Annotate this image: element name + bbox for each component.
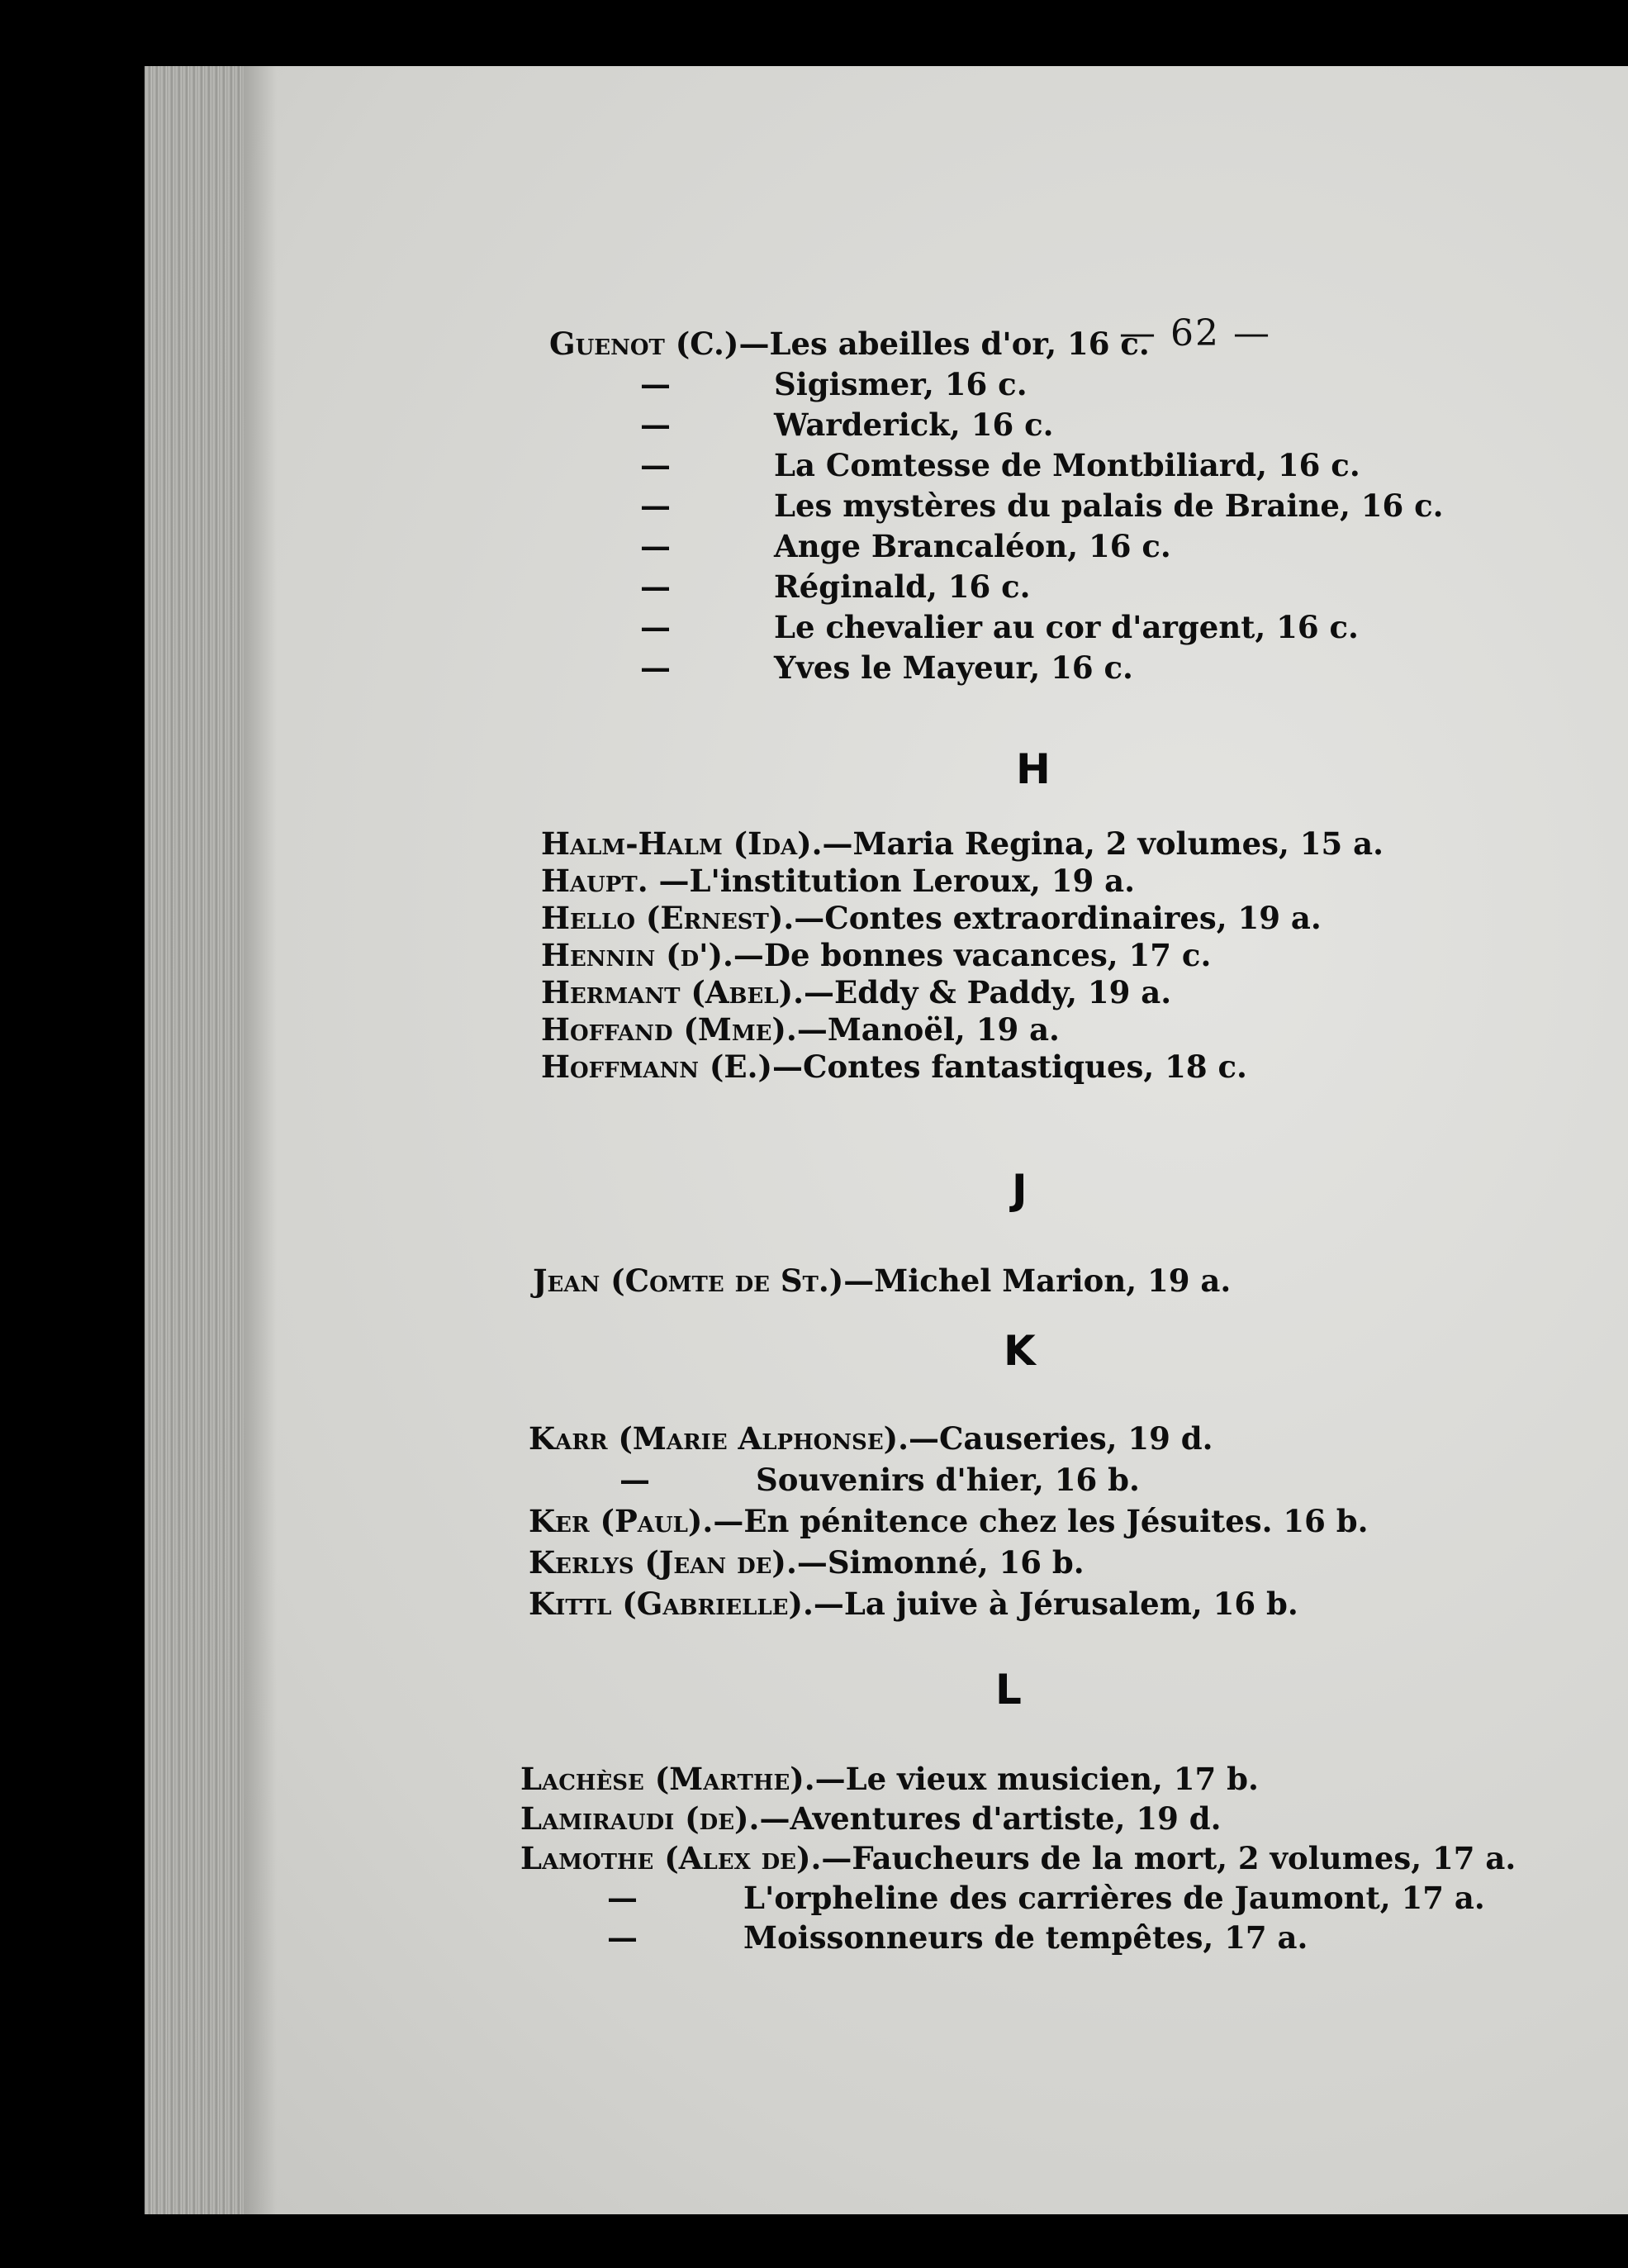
entry-title: —De bonnes vacances, 17 c. (733, 937, 1212, 973)
ditto-dash: — (640, 609, 671, 645)
catalog-entry (529, 1544, 1085, 1581)
catalog-entry (520, 1800, 1222, 1837)
entry-title: —L'institution Leroux, 19 a. (648, 863, 1136, 899)
entry-title: La Comtesse de Montbiliard, 16 c. (774, 447, 1360, 483)
entry-title: —Manoël, 19 a. (796, 1011, 1060, 1048)
page-number: — 62 — (1119, 312, 1271, 354)
ditto-dash: — (607, 1919, 638, 1956)
entry-title: —Faucheurs de la mort, 2 volumes, 17 a. (821, 1840, 1516, 1876)
entry-author: Lamothe (Alex de). (520, 1840, 822, 1876)
entry-title: —Le vieux musicien, 17 b. (814, 1761, 1259, 1797)
catalog-entry (520, 1840, 1516, 1876)
ditto-dash: — (640, 528, 671, 564)
entry-author: Guenot (C.) (549, 326, 739, 362)
entry-title: L'orpheline des carrières de Jaumont, 17 a. (743, 1880, 1485, 1916)
entry-title: Les abeilles d'or, 16 c. (769, 326, 1150, 362)
entry-author: Kerlys (Jean de). (529, 1544, 797, 1581)
catalog-entry (541, 974, 1172, 1010)
entry-title: Souvenirs d'hier, 16 b. (756, 1462, 1140, 1498)
section-letter: H (1016, 745, 1051, 793)
catalog-entry (541, 1011, 1060, 1048)
catalog-entry (541, 1048, 1247, 1085)
catalog-entry (541, 863, 1136, 899)
entry-author: Lamiraudi (de). (520, 1800, 760, 1837)
entry-title: —La juive à Jérusalem, 16 b. (813, 1586, 1298, 1622)
entry-separator: — (738, 326, 770, 362)
entry-author: Ker (Paul). (529, 1503, 714, 1539)
section-letter: J (1012, 1166, 1028, 1214)
page-spine (145, 66, 244, 2214)
ditto-dash: — (640, 568, 671, 605)
section-letter: L (995, 1666, 1022, 1714)
entry-title: Sigismer, 16 c. (774, 366, 1028, 402)
entry-author: Hello (Ernest). (541, 900, 795, 936)
catalog-entry (541, 937, 1212, 973)
entry-author: Halm-Halm (Ida). (541, 825, 823, 862)
entry-title: Warderick, 16 c. (774, 407, 1054, 443)
ditto-dash: — (640, 447, 671, 483)
entry-author: Haupt. (541, 863, 648, 899)
entry-author: Hoffmann (E.) (541, 1048, 772, 1085)
entry-title: Le chevalier au cor d'argent, 16 c. (774, 609, 1359, 645)
entry-author: Hennin (d'). (541, 937, 733, 973)
entry-title: —Maria Regina, 2 volumes, 15 a. (822, 825, 1384, 862)
entry-author: Jean (Comte de St.) (533, 1262, 844, 1299)
entry-title: —Michel Marion, 19 a. (843, 1262, 1232, 1299)
section-letter: K (1004, 1327, 1036, 1375)
entry-author: Lachèse (Marthe). (520, 1761, 815, 1797)
catalog-entry (520, 1761, 1259, 1797)
ditto-dash: — (640, 487, 671, 524)
entry-title: Ange Brancaléon, 16 c. (774, 528, 1171, 564)
ditto-dash: — (607, 1880, 638, 1916)
entry-title: Yves le Mayeur, 16 c. (774, 649, 1133, 686)
book-page (145, 66, 1628, 2214)
entry-title: Réginald, 16 c. (774, 568, 1031, 605)
ditto-dash: — (640, 366, 671, 402)
entry-title: —Eddy & Paddy, 19 a. (804, 974, 1172, 1010)
catalog-entry (541, 825, 1384, 862)
catalog-entry (529, 1503, 1369, 1539)
catalog-entry (529, 1420, 1213, 1457)
entry-title: Moissonneurs de tempêtes, 17 a. (743, 1919, 1308, 1956)
entry-author: Karr (Marie Alphonse). (529, 1420, 909, 1457)
ditto-dash: — (640, 407, 671, 443)
entry-title: —Contes fantastiques, 18 c. (772, 1048, 1247, 1085)
ditto-dash: — (640, 649, 671, 686)
catalog-entry (541, 900, 1322, 936)
spine-shadow (244, 66, 277, 2214)
entry-author: Kittl (Gabrielle). (529, 1586, 814, 1622)
catalog-entry (549, 326, 1150, 362)
entry-author: Hoffand (Mme). (541, 1011, 797, 1048)
entry-title: —Aventures d'artiste, 19 d. (759, 1800, 1222, 1837)
entry-title: —Causeries, 19 d. (909, 1420, 1213, 1457)
entry-author: Hermant (Abel). (541, 974, 805, 1010)
ditto-dash: — (619, 1462, 650, 1498)
entry-title: Les mystères du palais de Braine, 16 c. (774, 487, 1444, 524)
entry-title: —Simonné, 16 b. (796, 1544, 1085, 1581)
catalog-entry (529, 1586, 1298, 1622)
catalog-entry (533, 1262, 1232, 1299)
entry-title: —En pénitence chez les Jésuites. 16 b. (713, 1503, 1369, 1539)
entry-title: —Contes extraordinaires, 19 a. (794, 900, 1322, 936)
